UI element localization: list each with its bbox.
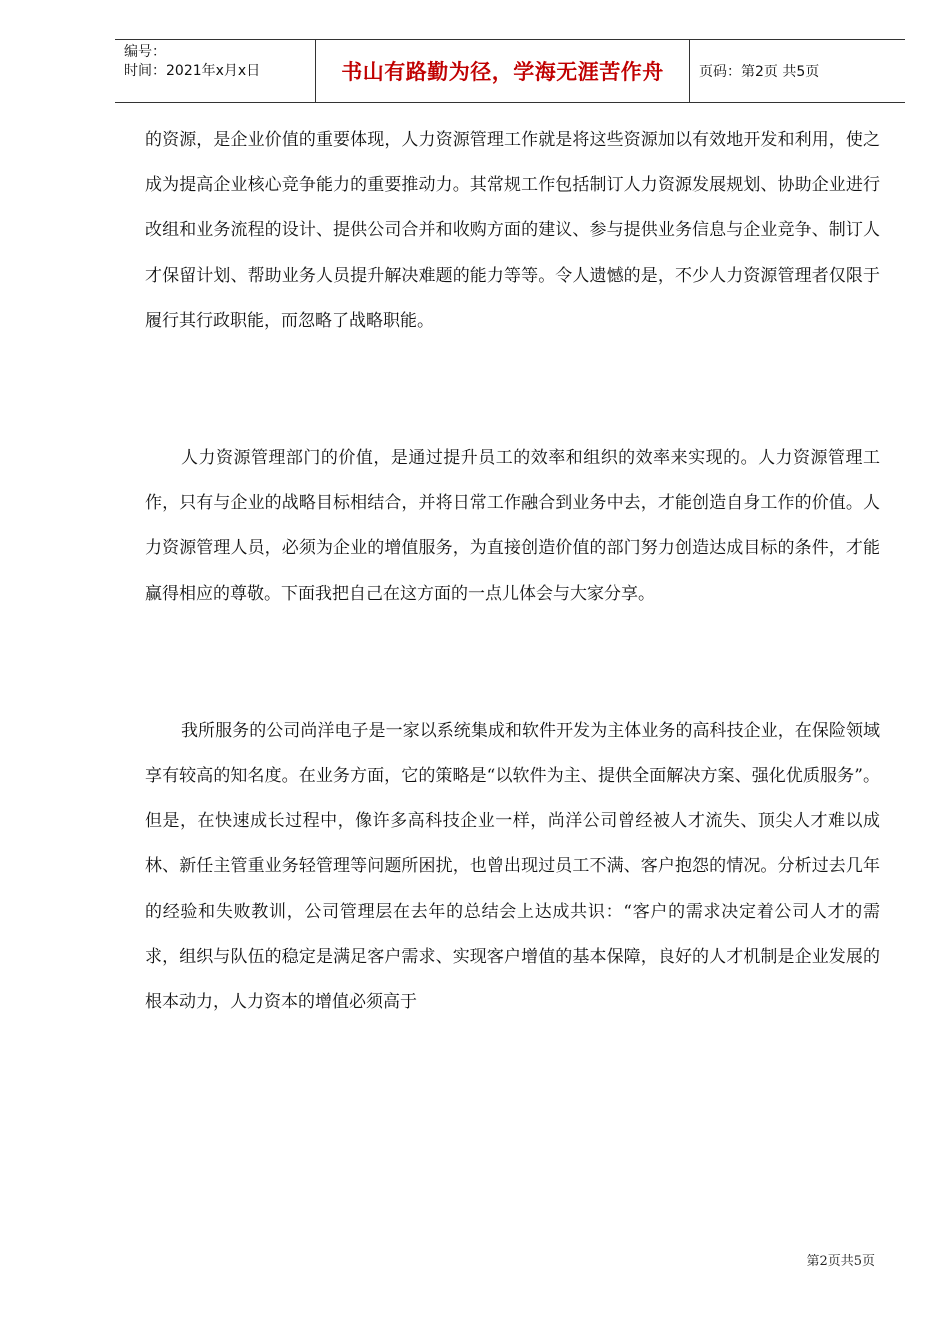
paragraph-3: 我所服务的公司尚洋电子是一家以系统集成和软件开发为主体业务的高科技企业，在保险领域享有较高的知名度。在业务方面，它的策略是“以软件为主、提供全面解决方案、强化优质服务”。但是，在快速成长过程中，像许多高科技企业一样，尚洋公司曾经被人才流失、顶尖人才难以成林、新任主管重业务轻管理等问题所困扰，也曾出现过员工不满、客户抱怨的情况。分析过去几年的经验和失败教训，公司管理层在去年的总结会上达成共识：“客户的需求决定着公司人才的需求，组织与队伍的稳定是满足客户需求、实现客户增值的基本保障，良好的人才机制是企业发展的根本动力，人力资本的增值必须高于 <box>145 720 880 1013</box>
paragraph-gap <box>145 617 880 709</box>
page-header <box>115 39 905 103</box>
document-time-label: 时间：2021年x月x日 <box>124 63 261 79</box>
page-footer: 第2页共5页 <box>806 1254 875 1269</box>
document-number-label: 编号： <box>124 44 166 60</box>
header-page-number: 页码：第2页 共5页 <box>699 64 820 80</box>
paragraph-gap <box>145 344 880 436</box>
paragraph-2: 人力资源管理部门的价值，是通过提升员工的效率和组织的效率来实现的。人力资源管理工作，只有与企业的战略目标相结合，并将日常工作融合到业务中去，才能创造自身工作的价值。人力资源管理人员，必须为企业的增值服务，为直接创造价值的部门努力创造达成目标的条件，才能赢得相应的尊敬。下面我把自己在这方面的一点儿体会与大家分享。 <box>145 448 880 604</box>
header-meta-cell <box>115 40 316 102</box>
document-body <box>145 118 880 1025</box>
header-motto: 书山有路勤为径，学海无涯苦作舟 <box>316 40 690 102</box>
paragraph-1: 的资源，是企业价值的重要体现，人力资源管理工作就是将这些资源加以有效地开发和利用，使之成为提高企业核心竞争能力的重要推动力。其常规工作包括制订人力资源发展规划、协助企业进行改组和业务流程的设计、提供公司合并和收购方面的建议、参与提供业务信息与企业竞争、制订人才保留计划、帮助业务人员提升解决难题的能力等等。令人遗憾的是，不少人力资源管理者仅限于履行其行政职能，而忽略了战略职能。 <box>145 130 880 331</box>
